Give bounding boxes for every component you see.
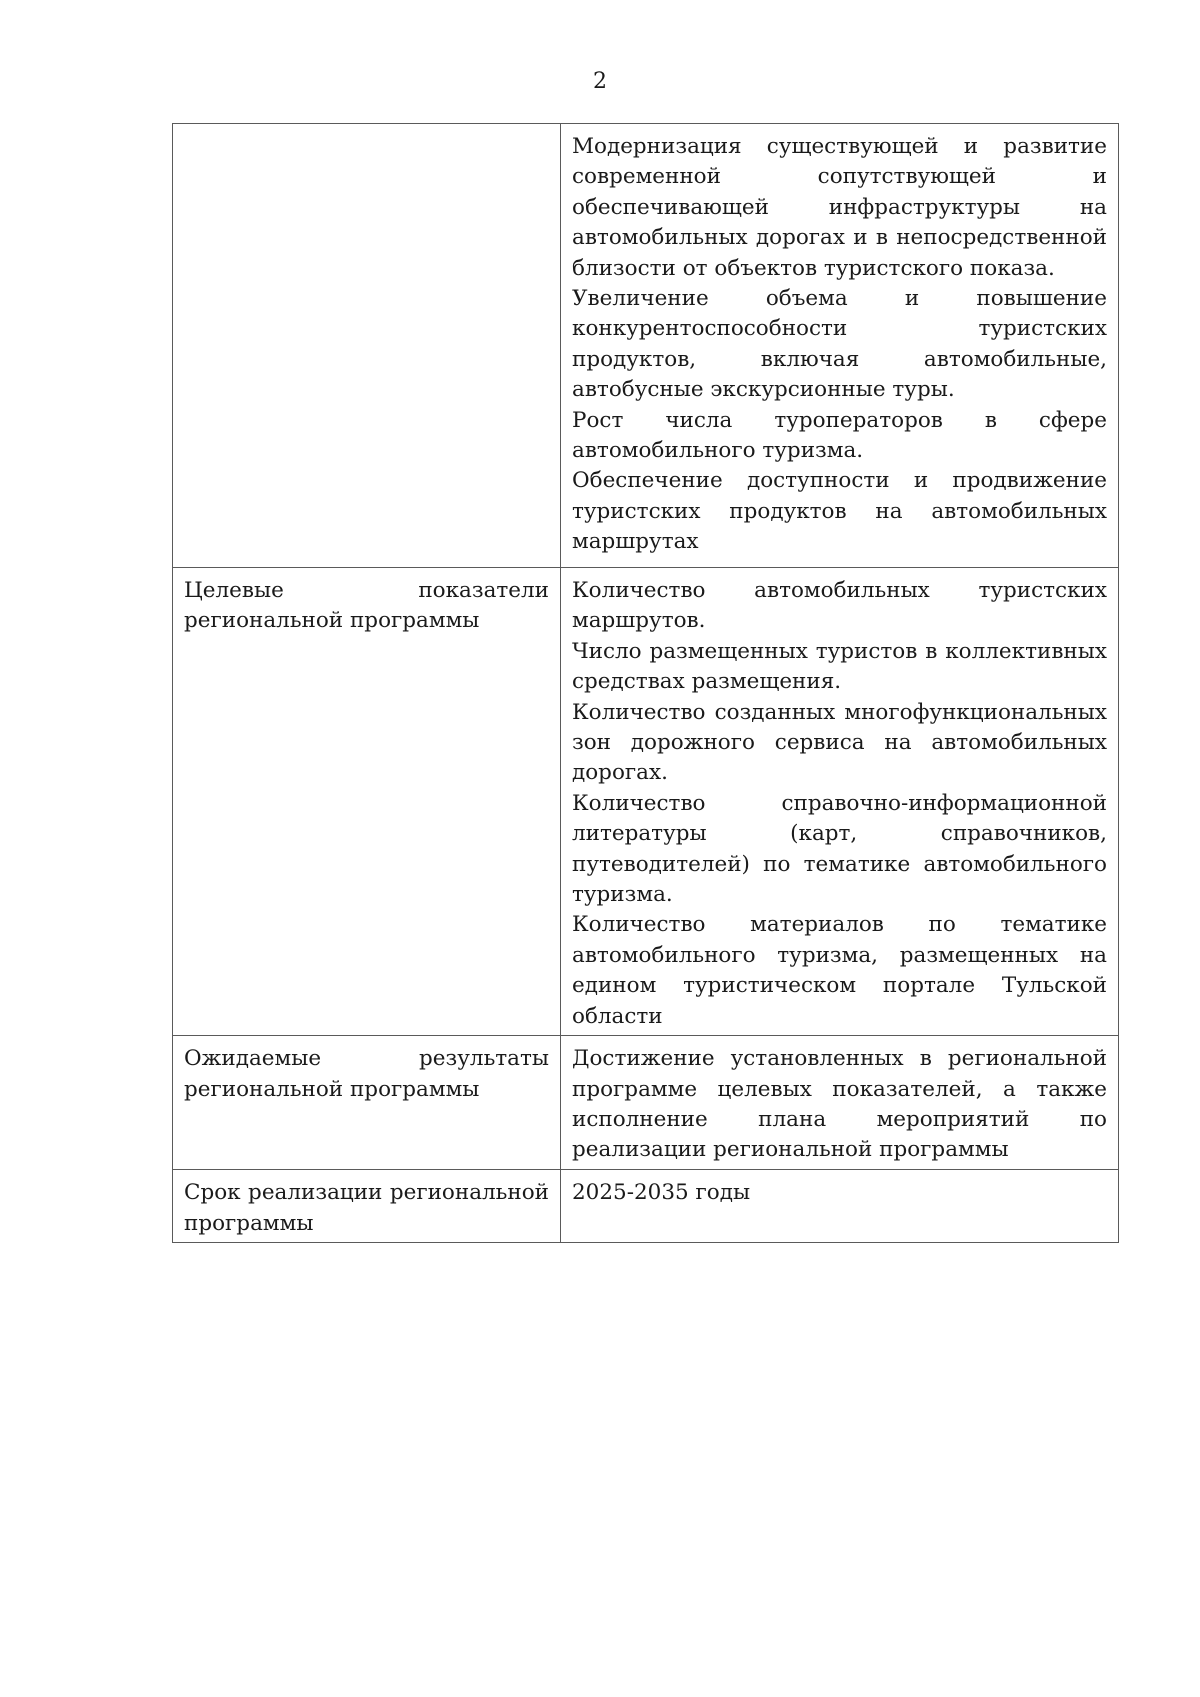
row-label-cell	[173, 1170, 561, 1243]
row-label: Срок реализации региональной программы	[184, 1180, 549, 1236]
table-row	[173, 1170, 1119, 1243]
row-label-cell	[173, 1036, 561, 1170]
content-paragraph: Увеличение объема и повышение конкурентоспособности туристских продуктов, включая автомобильные, автобусные экскурсионные туры.	[572, 286, 1107, 403]
content-paragraph: Обеспечение доступности и продвижение туристских продуктов на автомобильных маршрутах	[572, 468, 1107, 555]
row-content-cell	[561, 568, 1119, 1036]
content-paragraph: Количество справочно-информационной литературы (карт, справочников, путеводителей) по тематике автомобильного туризма.	[572, 790, 1107, 908]
content-paragraph: Рост числа туроператоров в сфере автомобильного туризма.	[572, 407, 1107, 464]
table-row	[173, 124, 1119, 568]
row-label-cell	[173, 124, 561, 568]
content-paragraph: 2025-2035 годы	[572, 1180, 751, 1206]
row-content-cell	[561, 1170, 1119, 1243]
row-content-cell	[561, 124, 1119, 568]
page-number: 2	[593, 69, 607, 94]
table-row	[173, 1036, 1119, 1170]
content-paragraph: Количество автомобильных туристских маршрутов.	[572, 578, 1107, 634]
content-paragraph: Количество материалов по тематике автомобильного туризма, размещенных на едином туристическом портале Тульской области	[572, 912, 1107, 1029]
row-label-cell	[173, 568, 561, 1036]
row-label: Ожидаемые результаты региональной программы	[184, 1046, 549, 1102]
content-paragraph: Достижение установленных в региональной программе целевых показателей, а также исполнение плана мероприятий по реализации региональной программы	[572, 1046, 1107, 1163]
content-paragraph: Число размещенных туристов в коллективных средствах размещения.	[572, 638, 1107, 695]
content-paragraph: Количество созданных многофункциональных зон дорожного сервиса на автомобильных дорогах.	[572, 699, 1107, 786]
row-label: Целевые показатели региональной программы	[184, 578, 549, 634]
table-row	[173, 568, 1119, 1036]
row-content-cell	[561, 1036, 1119, 1170]
content-paragraph: Модернизация существующей и развитие современной сопутствующей и обеспечивающей инфраструктуры на автомобильных дорогах и в непосредственной близости от объектов туристского показа.	[572, 134, 1107, 281]
program-passport-table	[172, 123, 1119, 1243]
